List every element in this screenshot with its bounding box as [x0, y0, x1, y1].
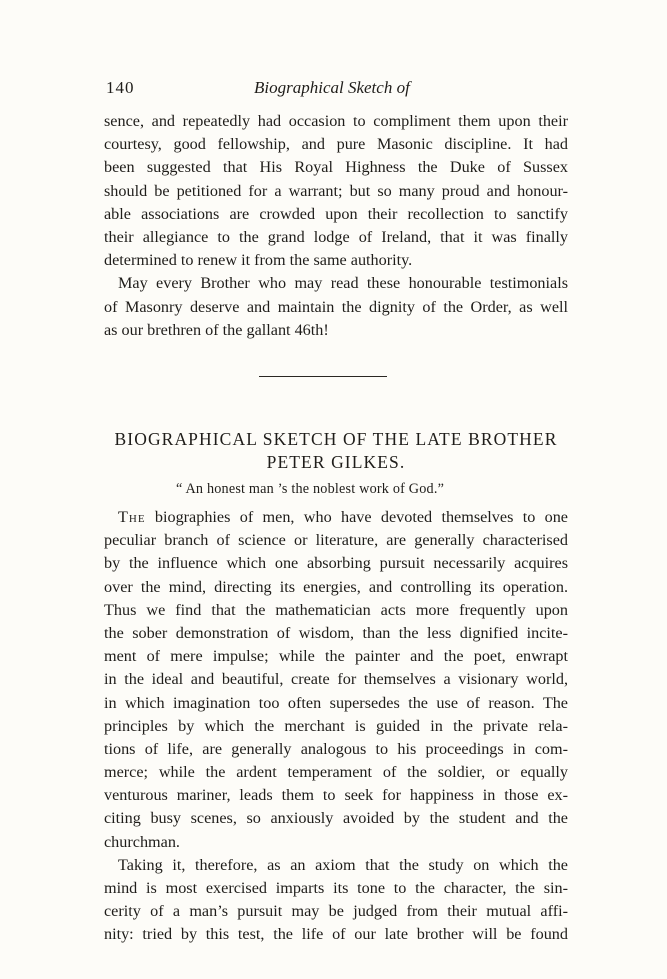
text-line: in the ideal and beautiful, create for themselves a visionary world, [104, 670, 568, 689]
page-number: 140 [106, 78, 135, 97]
text-line: tions of life, are generally analogous to his proceedings in com- [104, 739, 568, 758]
section-divider [259, 376, 387, 377]
text-line: principles by which the merchant is guided in the private rela- [104, 716, 568, 735]
text-line: their allegiance to the grand lodge of Ireland, that it was finally [104, 227, 568, 246]
text-line: determined to renew it from the same authority. [104, 251, 413, 270]
text-line: May every Brother who may read these honourable testimonials [118, 274, 568, 293]
text-line: able associations are crowded upon their recollection to sanctify [104, 204, 568, 223]
text-line [104, 506, 568, 529]
text-line: as our brethren of the gallant 46th! [104, 320, 329, 339]
text-line: venturous mariner, leads them to seek for happiness in those ex- [104, 786, 568, 805]
text-line: over the mind, directing its energies, and controlling its operation. [104, 577, 568, 596]
epigraph: “ An honest man ’s the noblest work of God.” [176, 481, 445, 497]
article-body [104, 506, 568, 947]
text-line: by the influence which one absorbing pursuit necessarily acquires [104, 554, 568, 573]
text-line: citing busy scenes, so anxiously avoided by the student and the [104, 809, 568, 828]
text-line: should be petitioned for a warrant; but so many proud and honour- [104, 181, 568, 200]
text-line: mind is most exercised imparts its tone to the character, the sin- [104, 879, 568, 897]
text-line: been suggested that His Royal Highness the Duke of Sussex [104, 158, 568, 177]
text-line: churchman. [104, 832, 180, 851]
opening-line-text: biographies of men, who have devoted themselves to one [145, 508, 568, 526]
text-line: Taking it, therefore, as an axiom that the study on which the [118, 855, 568, 874]
text-line: nity: tried by this test, the life of our late brother will be found [104, 925, 568, 944]
text-line: in which imagination too often supersedes the use of reason. The [104, 693, 568, 712]
running-title: Biographical Sketch of [254, 78, 410, 97]
text-line: cerity of a man’s pursuit may be judged from their mutual affi- [104, 902, 568, 921]
opening-word: The [118, 508, 146, 526]
article-title [104, 428, 568, 474]
text-line: the sober demonstration of wisdom, than the less dignified incite- [104, 623, 568, 642]
text-line: Thus we find that the mathematician acts more frequently upon [104, 600, 568, 619]
text-line: peculiar branch of science or literature, are generally characterised [104, 531, 568, 550]
text-line: merce; while the ardent temperament of the soldier, or equally [104, 763, 568, 782]
article-title-line: PETER GILKES. [266, 452, 406, 472]
text-line: ment of mere impulse; while the painter and the poet, enwrapt [104, 647, 568, 666]
text-line: courtesy, good fellowship, and pure Masonic discipline. It had [104, 135, 568, 154]
continuation-text [104, 110, 568, 342]
running-head [106, 78, 568, 104]
article-title-line: BIOGRAPHICAL SKETCH OF THE LATE BROTHER [114, 429, 558, 449]
text-line: of Masonry deserve and maintain the dignity of the Order, as well [104, 297, 568, 316]
text-line: sence, and repeatedly had occasion to compliment them upon their [104, 112, 568, 130]
